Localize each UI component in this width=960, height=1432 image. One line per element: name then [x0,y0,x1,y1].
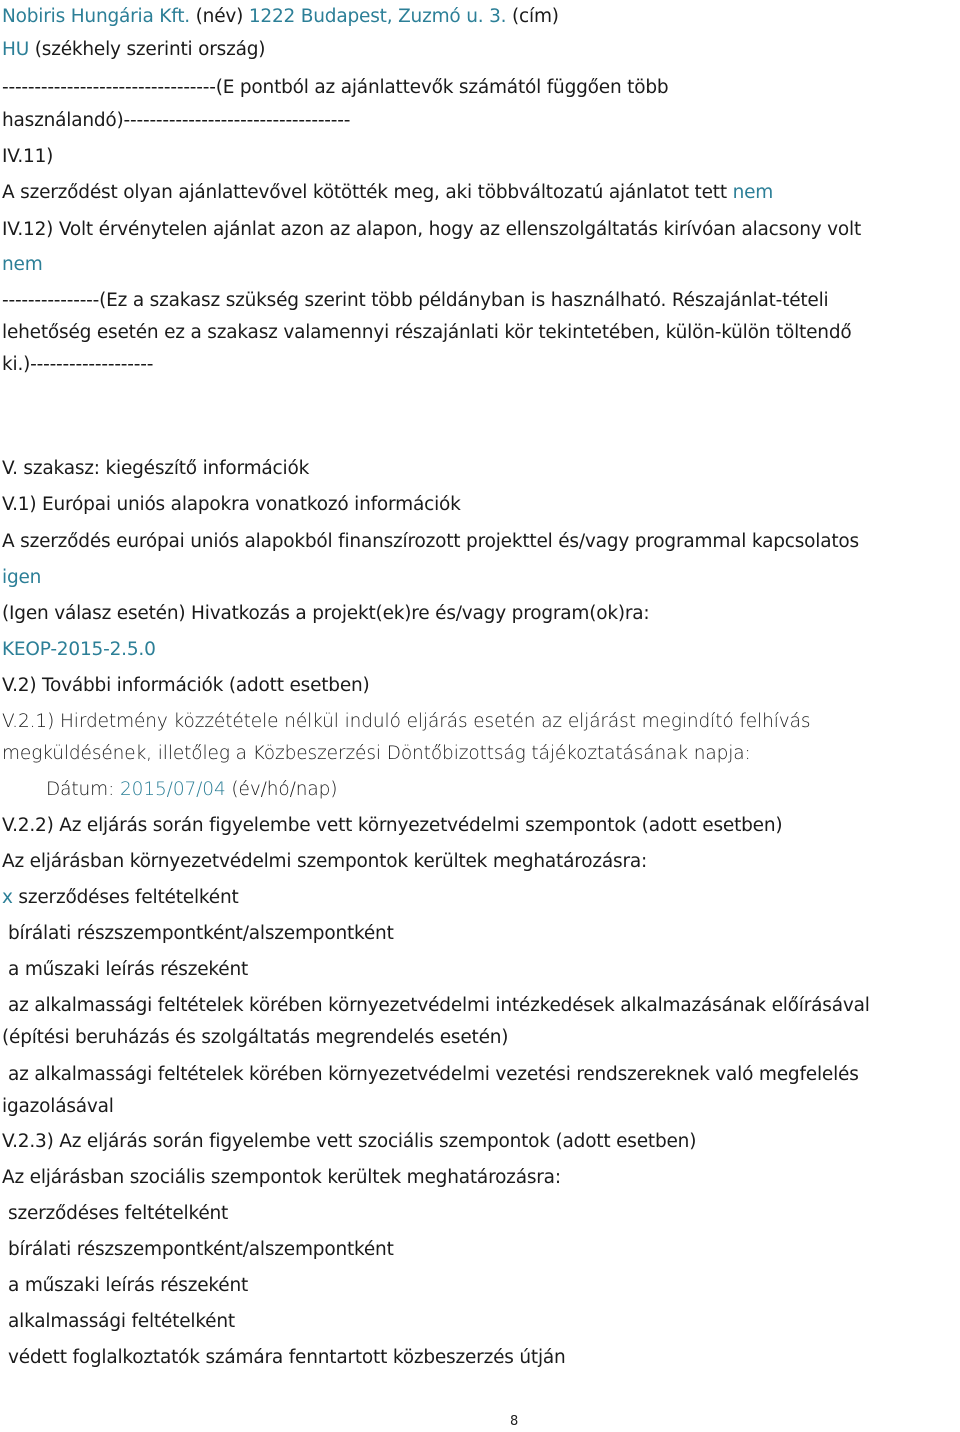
name-label: (név) [189,6,249,27]
note-line-2: lehetőség esetén ez a szakasz valamennyi részajánlati kör tekintetében, külön-külön töltendő [2,322,852,343]
page-number: 8 [510,1414,519,1429]
env-option-management-line-2: igazolásával [2,1096,114,1117]
section-v-heading: V. szakasz: kiegészítő információk [2,458,310,479]
env-option-contract-condition [2,885,239,911]
section-v23-heading: V.2.3) Az eljárás során figyelembe vett szociális szempontok (adott esetben) [2,1131,697,1152]
section-v21-line-2: megküldésének, illetőleg a Közbeszerzési Döntőbizottság tájékoztatásának napja: [2,743,751,764]
country-code: HU [2,39,30,60]
note-line-3: ki.)------------------- [2,354,154,375]
env-option-measures-line-1: az alkalmassági feltételek körében környezetvédelmi intézkedések alkalmazásának előírásával [8,995,870,1016]
env-option-technical-spec: a műszaki leírás részeként [8,959,249,980]
checked-mark: x [2,887,13,908]
social-option-suitability: alkalmassági feltételként [8,1311,235,1332]
social-criteria-intro: Az eljárásban szociális szempontok kerültek meghatározásra: [2,1167,561,1188]
contractor-name: Nobiris Hungária Kft. [2,6,190,27]
section-v21-line-1: V.2.1) Hirdetmény közzététele nélkül induló eljárás esetén az eljárást megindító felhívás [2,711,811,732]
social-option-subcriterion: bírálati részszempontként/alszempontként [8,1239,394,1260]
address-label: (cím) [506,6,559,27]
project-reference-value: KEOP-2015-2.5.0 [2,639,156,660]
contractor-address: 1222 Budapest, Zuzmó u. 3. [248,6,507,27]
project-reference-label: (Igen válasz esetén) Hivatkozás a projekt(ek)re és/vagy program(ok)ra: [2,603,650,624]
section-iv12-question: IV.12) Volt érvénytelen ajánlat azon az alapon, hogy az ellenszolgáltatás kirívóan alacsony volt [2,219,862,240]
variant-offer-question: A szerződést olyan ajánlattevővel kötötték meg, aki többváltozatú ajánlatot tett [2,182,733,203]
social-option-sheltered-workshops: védett foglalkoztatók számára fenntartott közbeszerzés útján [8,1347,566,1368]
date-label: Dátum: [46,779,120,800]
eu-funds-question: A szerződés európai uniós alapokból finanszírozott projekttel és/vagy programmal kapcsolatos [2,531,859,552]
country-line [2,37,265,63]
env-option-management-line-1: az alkalmassági feltételek körében környezetvédelmi vezetési rendszereknek való megfelelés [8,1064,859,1085]
section-iv11-heading: IV.11) [2,146,54,167]
separator-line-1: ---------------------------------(E pontból az ajánlattevők számától függően több [2,77,669,98]
env-option-contract-condition-label: szerződéses feltételként [12,887,239,908]
date-format: (év/hó/nap) [225,779,338,800]
env-criteria-intro: Az eljárásban környezetvédelmi szempontok kerültek meghatározásra: [2,851,648,872]
env-option-subcriterion: bírálati részszempontként/alszempontként [8,923,394,944]
note-line-1: ---------------(Ez a szakasz szükség szerint több példányban is használható. Részajánlat-tételi [2,290,829,311]
section-v1-heading: V.1) Európai uniós alapokra vonatkozó információk [2,494,461,515]
date-line [46,777,337,803]
date-value: 2015/07/04 [120,779,226,800]
social-option-contract-condition: szerződéses feltételként [8,1203,229,1224]
country-label: (székhely szerinti ország) [29,39,266,60]
section-v22-heading: V.2.2) Az eljárás során figyelembe vett környezetvédelmi szempontok (adott esetben) [2,815,783,836]
variant-offer-answer: nem [732,182,774,203]
env-option-measures-line-2: (építési beruházás és szolgáltatás megrendelés esetén) [2,1027,509,1048]
section-iv12-answer: nem [2,254,43,275]
variant-offer-line [2,180,773,206]
section-v2-heading: V.2) További információk (adott esetben) [2,675,370,696]
contractor-line [2,4,559,30]
eu-funds-answer: igen [2,567,42,588]
separator-line-2: használandó)----------------------------------- [2,110,351,131]
social-option-technical-spec: a műszaki leírás részeként [8,1275,249,1296]
